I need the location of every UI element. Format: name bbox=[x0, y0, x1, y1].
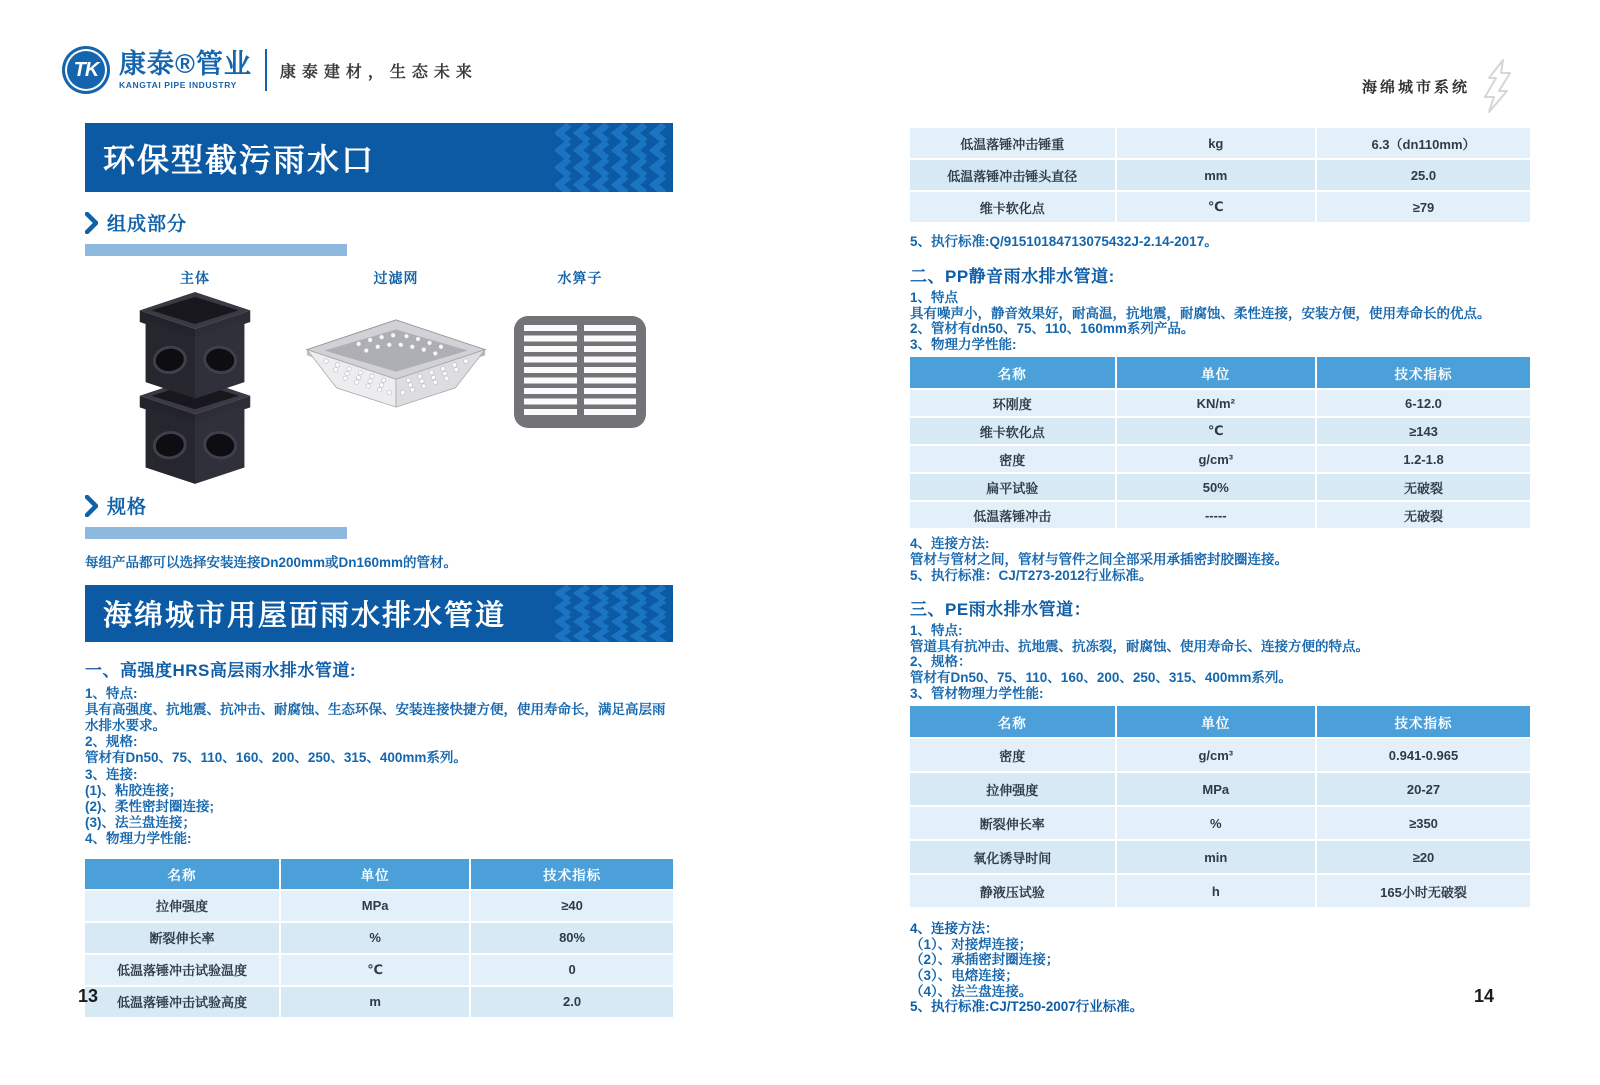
table-cell: 环刚度 bbox=[910, 390, 1115, 416]
text-line: （2）、承插密封圈连接； bbox=[910, 952, 1060, 968]
chevron-right-icon bbox=[85, 212, 98, 234]
filter-net-image bbox=[305, 314, 487, 412]
text-line: 3、物理力学性能: bbox=[910, 336, 1017, 352]
table-header-cell: 技术指标 bbox=[471, 859, 673, 889]
banner-title: 海绵城市用屋面雨水排水管道 bbox=[103, 599, 507, 632]
table-cell: 2.0 bbox=[471, 987, 673, 1017]
text-line: 管材有Dn50、75、110、160、200、250、315、400mm系列。 bbox=[910, 669, 1292, 685]
text-line: （4）、法兰盘连接。 bbox=[910, 983, 1033, 999]
table-cell: ℃ bbox=[281, 955, 469, 985]
table-cell: 165小时无破裂 bbox=[1317, 875, 1530, 907]
logo-tk-monogram: TK bbox=[73, 58, 99, 81]
grate-slats-left bbox=[524, 325, 577, 419]
table-cell: 拉伸强度 bbox=[910, 773, 1115, 805]
section-title: 规格 bbox=[107, 497, 148, 518]
table-cell: 低温落锤冲击锤头直径 bbox=[910, 160, 1115, 190]
table-row bbox=[85, 955, 673, 985]
section3-after-lines bbox=[910, 921, 1530, 1015]
table-row bbox=[910, 474, 1530, 500]
company-logo bbox=[62, 46, 478, 94]
table-cell: 低温落锤冲击试验温度 bbox=[85, 955, 279, 985]
table-row bbox=[910, 128, 1530, 158]
text-line: 1、特点: bbox=[910, 623, 963, 639]
table-cell: ----- bbox=[1117, 502, 1315, 528]
text-line: 具有高强度、抗地震、抗冲击、耐腐蚀、生态环保、安装连接快捷方便，使用寿命长，满足高层雨水排水要求。 bbox=[85, 701, 666, 733]
section-title: 组成部分 bbox=[107, 214, 188, 235]
text-line: 管道具有抗冲击、抗地震、抗冻裂，耐腐蚀、使用寿命长、连接方便的特点。 bbox=[910, 638, 1369, 654]
table-row bbox=[910, 841, 1530, 873]
text-line: (2)、柔性密封圈连接; bbox=[85, 798, 214, 814]
section2-heading: 二、PP静音雨水排水管道: bbox=[910, 267, 1115, 286]
text-line: 管材与管材之间，管材与管件之间全部采用承插密封胶圈连接。 bbox=[910, 551, 1288, 567]
banner-env-rain-inlet bbox=[85, 123, 673, 192]
section3-heading: 三、PE雨水排水管道： bbox=[910, 600, 1092, 620]
table-cell: ≥350 bbox=[1317, 807, 1530, 839]
table-cell: 氧化诱导时间 bbox=[910, 841, 1115, 873]
text-line: 管材有Dn50、75、110、160、200、250、315、400mm系列。 bbox=[85, 750, 467, 766]
chevron-pattern-icon bbox=[555, 123, 673, 192]
section1-heading: 一、高强度HRS高层雨水排水管道: bbox=[85, 660, 357, 680]
text-line: 4、连接方法: bbox=[910, 536, 990, 552]
table-cell: 20-27 bbox=[1317, 773, 1530, 805]
table-header-cell: 单位 bbox=[1117, 706, 1315, 737]
sponge-city-bolt-icon bbox=[1482, 58, 1512, 114]
table-cell: 断裂伸长率 bbox=[85, 923, 279, 953]
spec-text: 每组产品都可以选择安装连接Dn200mm或Dn160mm的管材。 bbox=[85, 555, 458, 570]
table-cell: KN/m² bbox=[1117, 390, 1315, 416]
text-line: 5、执行标准：CJ/T273-2012行业标准。 bbox=[910, 567, 1153, 583]
table-cell: 0 bbox=[471, 955, 673, 985]
table-header-cell: 名称 bbox=[910, 357, 1115, 388]
table-row bbox=[910, 390, 1530, 416]
table-cell: ≥143 bbox=[1317, 418, 1530, 444]
figure-label: 过滤网 bbox=[373, 270, 419, 286]
section-components-header bbox=[85, 209, 673, 236]
table-cell: 维卡软化点 bbox=[910, 418, 1115, 444]
banner-sponge-city-pipes bbox=[85, 585, 673, 642]
page-number-left: 13 bbox=[78, 986, 99, 1006]
table-header-cell: 名称 bbox=[85, 859, 279, 889]
table-cell: g/cm³ bbox=[1117, 446, 1315, 472]
table-cell: 无破裂 bbox=[1317, 502, 1530, 528]
table-cell: ≥20 bbox=[1317, 841, 1530, 873]
table-cell: 6-12.0 bbox=[1317, 390, 1530, 416]
table-cell: 拉伸强度 bbox=[85, 891, 279, 921]
text-line: 具有噪声小，静音效果好，耐高温，抗地震，耐腐蚀、柔性连接，安装方便，使用寿命长的优点。 bbox=[910, 305, 1491, 321]
table-cell: 6.3（dn110mm） bbox=[1317, 128, 1530, 158]
table-cell: % bbox=[1117, 807, 1315, 839]
table-cell: mm bbox=[1117, 160, 1315, 190]
table-row bbox=[85, 987, 673, 1017]
company-tagline: 康泰建材，生态未来 bbox=[279, 63, 478, 81]
component-figures bbox=[85, 268, 673, 490]
table-cell: MPa bbox=[1117, 773, 1315, 805]
table-cell: 断裂伸长率 bbox=[910, 807, 1115, 839]
table-cell: ≥79 bbox=[1317, 192, 1530, 222]
figure-label: 主体 bbox=[180, 270, 210, 286]
figure-main-body bbox=[85, 268, 305, 490]
section1-lines bbox=[85, 686, 673, 848]
table-cell: ℃ bbox=[1117, 418, 1315, 444]
table-cell: MPa bbox=[281, 891, 469, 921]
section2-lines bbox=[910, 290, 1530, 352]
table-header-row bbox=[910, 357, 1530, 388]
header-right bbox=[1362, 58, 1512, 114]
hrs-properties-table bbox=[85, 859, 673, 1017]
figure-filter-net bbox=[305, 268, 487, 490]
table-cell: h bbox=[1117, 875, 1315, 907]
text-line: （1）、对接焊连接； bbox=[910, 936, 1033, 952]
standard-line: 5、执行标准:Q/91510184713075432J-2.14-2017。 bbox=[910, 234, 1218, 249]
page-13 bbox=[85, 123, 673, 1019]
text-line: 2、管材有dn50、75、110、160mm系列产品。 bbox=[910, 321, 1195, 337]
table-cell: 无破裂 bbox=[1317, 474, 1530, 500]
brand-name: 康泰®管业 bbox=[119, 48, 252, 79]
table-row bbox=[910, 773, 1530, 805]
table-cell: 密度 bbox=[910, 446, 1115, 472]
table-cell: 低温落锤冲击 bbox=[910, 502, 1115, 528]
chevron-pattern-icon bbox=[555, 585, 673, 642]
text-line: 4、连接方法： bbox=[910, 921, 999, 937]
main-body-image bbox=[132, 288, 258, 486]
table-row bbox=[910, 160, 1530, 190]
text-line: 3、管材物理力学性能: bbox=[910, 685, 1044, 701]
table-row bbox=[910, 807, 1530, 839]
figure-label: 水箅子 bbox=[557, 270, 603, 286]
system-label: 海绵城市系统 bbox=[1361, 78, 1470, 96]
text-line: 5、执行标准:CJ/T250-2007行业标准。 bbox=[910, 999, 1144, 1015]
table-cell: 密度 bbox=[910, 739, 1115, 771]
table-cell: 低温落锤冲击试验高度 bbox=[85, 987, 279, 1017]
table-cell: 0.941-0.965 bbox=[1317, 739, 1530, 771]
water-grate-image bbox=[514, 316, 646, 428]
table-row bbox=[910, 446, 1530, 472]
table-header-cell: 技术指标 bbox=[1317, 706, 1530, 737]
table-cell: 25.0 bbox=[1317, 160, 1530, 190]
text-line: 2、规格: bbox=[85, 734, 138, 750]
section-underline-bar bbox=[85, 244, 347, 256]
table-row bbox=[910, 502, 1530, 528]
table-row bbox=[85, 923, 673, 953]
table-row bbox=[910, 739, 1530, 771]
section-underline-bar bbox=[85, 527, 347, 539]
section3-lines bbox=[910, 623, 1530, 701]
page-number-right: 14 bbox=[1474, 986, 1495, 1006]
pe-properties-table bbox=[910, 706, 1530, 907]
table-cell: 50% bbox=[1117, 474, 1315, 500]
text-line: （3）、电熔连接； bbox=[910, 967, 1019, 983]
table-cell: ≥40 bbox=[471, 891, 673, 921]
text-line: 1、特点: bbox=[85, 685, 138, 701]
table-row bbox=[910, 418, 1530, 444]
table-cell: 1.2-1.8 bbox=[1317, 446, 1530, 472]
text-line: 1、特点 bbox=[910, 290, 959, 305]
grate-slats-right bbox=[584, 325, 637, 419]
header-divider bbox=[265, 49, 267, 91]
section2-after-lines bbox=[910, 536, 1530, 583]
section-spec-header bbox=[85, 492, 673, 519]
pp-properties-table bbox=[910, 357, 1530, 528]
table-cell: ℃ bbox=[1117, 192, 1315, 222]
table-header-cell: 技术指标 bbox=[1317, 357, 1530, 388]
table-header-cell: 单位 bbox=[1117, 357, 1315, 388]
table-cell: % bbox=[281, 923, 469, 953]
text-line: 4、物理力学性能: bbox=[85, 831, 192, 847]
hrs-properties-table-continued bbox=[910, 128, 1530, 222]
text-line: (1)、粘胶连接； bbox=[85, 782, 183, 798]
table-cell: 80% bbox=[471, 923, 673, 953]
table-cell: m bbox=[281, 987, 469, 1017]
table-header-row bbox=[85, 859, 673, 889]
table-cell: 静液压试验 bbox=[910, 875, 1115, 907]
table-cell: min bbox=[1117, 841, 1315, 873]
text-line: 2、规格： bbox=[910, 654, 972, 670]
table-row bbox=[85, 891, 673, 921]
table-header-cell: 单位 bbox=[281, 859, 469, 889]
text-line: 3、连接: bbox=[85, 766, 138, 782]
text-line: (3)、法兰盘连接； bbox=[85, 815, 196, 831]
table-header-cell: 名称 bbox=[910, 706, 1115, 737]
chevron-right-icon bbox=[85, 495, 98, 517]
page-14 bbox=[910, 128, 1530, 1015]
kangtai-logo-icon bbox=[62, 46, 110, 94]
figure-water-grate bbox=[487, 268, 673, 490]
table-cell: kg bbox=[1117, 128, 1315, 158]
table-cell: 维卡软化点 bbox=[910, 192, 1115, 222]
table-cell: g/cm³ bbox=[1117, 739, 1315, 771]
table-cell: 低温落锤冲击锤重 bbox=[910, 128, 1115, 158]
table-header-row bbox=[910, 706, 1530, 737]
table-cell: 扁平试验 bbox=[910, 474, 1115, 500]
table-row bbox=[910, 875, 1530, 907]
banner-title: 环保型截污雨水口 bbox=[103, 141, 376, 178]
brand-subtitle: KANGTAI PIPE INDUSTRY bbox=[119, 79, 237, 90]
table-row bbox=[910, 192, 1530, 222]
